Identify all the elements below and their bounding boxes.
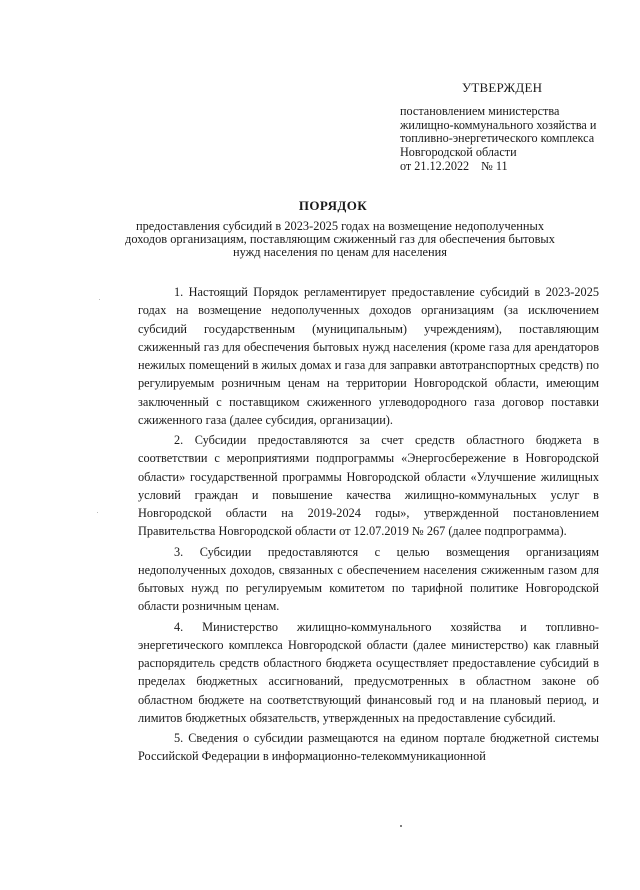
scan-speck [400, 825, 402, 827]
paragraph-2: 2. Субсидии предоставляются за счет средств областного бюджета в соответствии с мероприятиями подпрограммы «Энергосбережение в Новгородской области» государственной программы Новгородской области «Улучшение жилищных условий граждан и повышение качества жилищно-коммунальных услуг в Новгородской области на 2019-2024 годы», утвержденной постановлением Правительства Новгородской области от 12.07.2019 № 267 (далее подпрограмма). [138, 433, 599, 539]
approval-title: УТВЕРЖДЕН [462, 80, 543, 95]
approval-number: № 11 [481, 159, 508, 174]
scan-speck [97, 512, 98, 513]
approval-date: от 21.12.2022 [400, 159, 470, 174]
document-title: ПОРЯДОК [298, 198, 368, 213]
paragraph-3: 3. Субсидии предоставляются с целью возмещения организациям недополученных доходов, связанных с обеспечением населения сжиженным газом для бытовых нужд по регулируемым комитетом по тарифной политике Новгородской области розничным ценам. [138, 544, 599, 614]
approval-body: постановлением министерства жилищно-коммунального хозяйства и топливно-энергетического комплекса Новгородской области [400, 104, 597, 159]
scan-speck [99, 299, 100, 300]
approval-date-line [400, 159, 610, 173]
paragraph-5: 5. Сведения о субсидии размещаются на едином портале бюджетной системы Российской Федерации в информационно-телекоммуникационной [138, 731, 599, 764]
approval-stamp [400, 80, 610, 173]
document-body [138, 283, 599, 766]
paragraph-4: 4. Министерство жилищно-коммунального хозяйства и топливно-энергетического комплекса Новгородской области (далее министерство) как главный распорядитель средств областного бюджета осуществляет предоставление субсидий в пределах бюджетных ассигнований, предусмотренных в областном законе об областном бюджете на соответствующий финансовый год и на плановый период, и лимитов бюджетных обязательств, утвержденных на предоставление субсидий. [138, 619, 599, 725]
document-subtitle: предоставления субсидий в 2023-2025 годах на возмещение недополученных доходов организациям, поставляющим сжиженный газ для обеспечения бытовых нужд населения по ценам для населения [125, 219, 555, 260]
paragraph-1: 1. Настоящий Порядок регламентирует предоставление субсидий в 2023-2025 годах на возмещение недополученных доходов организациям (за исключением субсидий государственным (муниципальным) учреждениям), поставляющим сжиженный газ для обеспечения бытовых нужд населения (кроме газа для арендаторов нежилых помещений в жилых домах и газа для заправки автотранспортных средств) по регулируемым розничным ценам на территории Новгородской области, имеющим заключенный с поставщиком сжиженного углеводородного газа договор поставки сжиженного газа (далее субсидия, организации). [138, 285, 599, 427]
